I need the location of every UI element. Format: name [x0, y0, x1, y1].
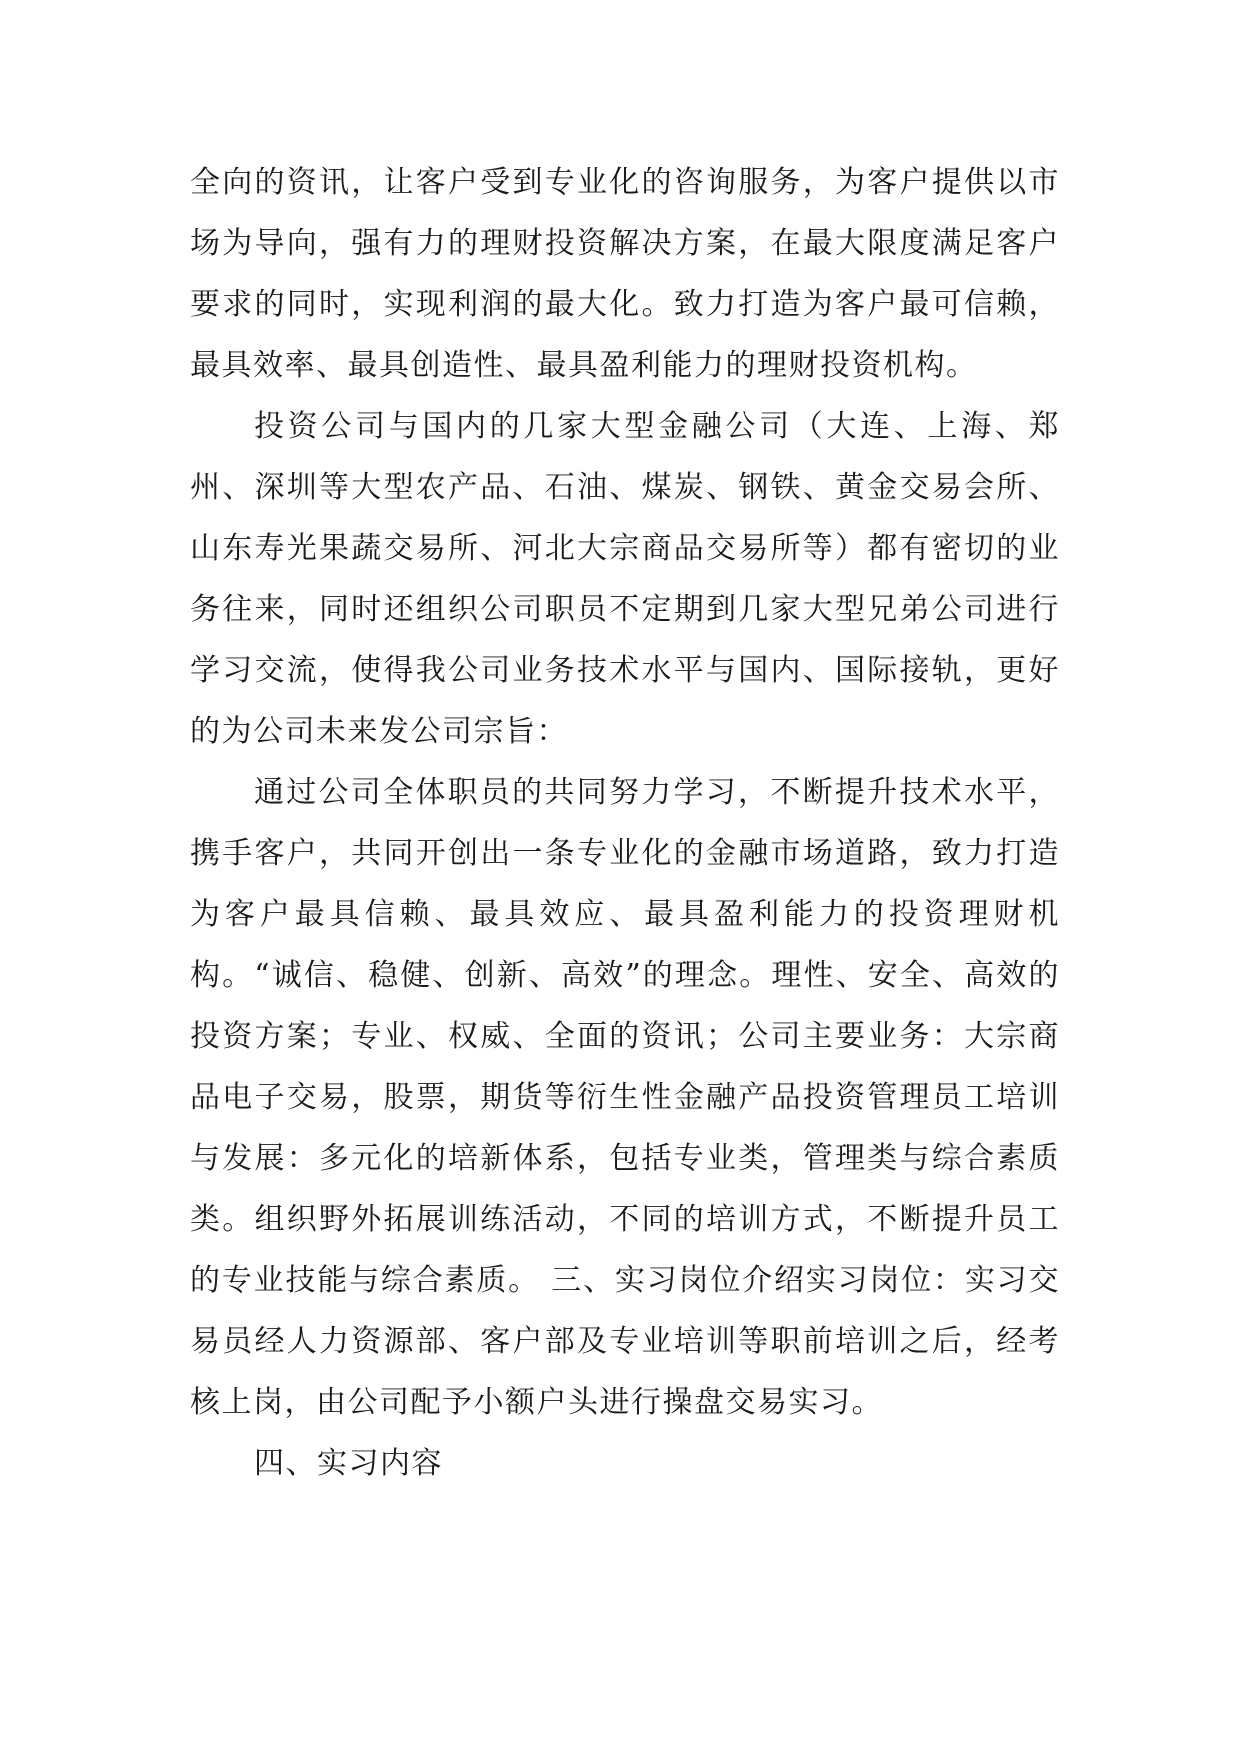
- paragraph-mission: 通过公司全体职员的共同努力学习，不断提升技术水平，携手客户，共同开创出一条专业化的金融市场道路，致力打造为客户最具信赖、最具效应、最具盈利能力的投资理财机构。“诚信、稳健、创新、高效”的理念。理性、安全、高效的投资方案；专业、权威、全面的资讯；公司主要业务：大宗商品电子交易，股票，期货等衍生性金融产品投资管理员工培训与发展：多元化的培新体系，包括专业类，管理类与综合素质类。组织野外拓展训练活动，不同的培训方式，不断提升员工的专业技能与综合素质。 三、实习岗位介绍实习岗位：实习交易员经人力资源部、客户部及专业培训等职前培训之后，经考核上岗，由公司配予小额户头进行操盘交易实习。: [190, 775, 1060, 1420]
- paragraph-continued: 全向的资讯，让客户受到专业化的咨询服务，为客户提供以市场为导向，强有力的理财投资解决方案，在最大限度满足客户要求的同时，实现利润的最大化。致力打造为客户最可信赖，最具效率、最具创造性、最具盈利能力的理财投资机构。: [190, 165, 1060, 383]
- section-heading-internship-content: 四、实习内容: [254, 1446, 443, 1481]
- paragraph-partners: 投资公司与国内的几家大型金融公司（大连、上海、郑州、深圳等大型农产品、石油、煤炭、钢铁、黄金交易会所、山东寿光果蔬交易所、河北大宗商品交易所等）都有密切的业务往来，同时还组织公司职员不定期到几家大型兄弟公司进行学习交流，使得我公司业务技术水平与国内、国际接轨，更好的为公司未来发公司宗旨：: [190, 409, 1060, 749]
- document-body: [190, 152, 1060, 1494]
